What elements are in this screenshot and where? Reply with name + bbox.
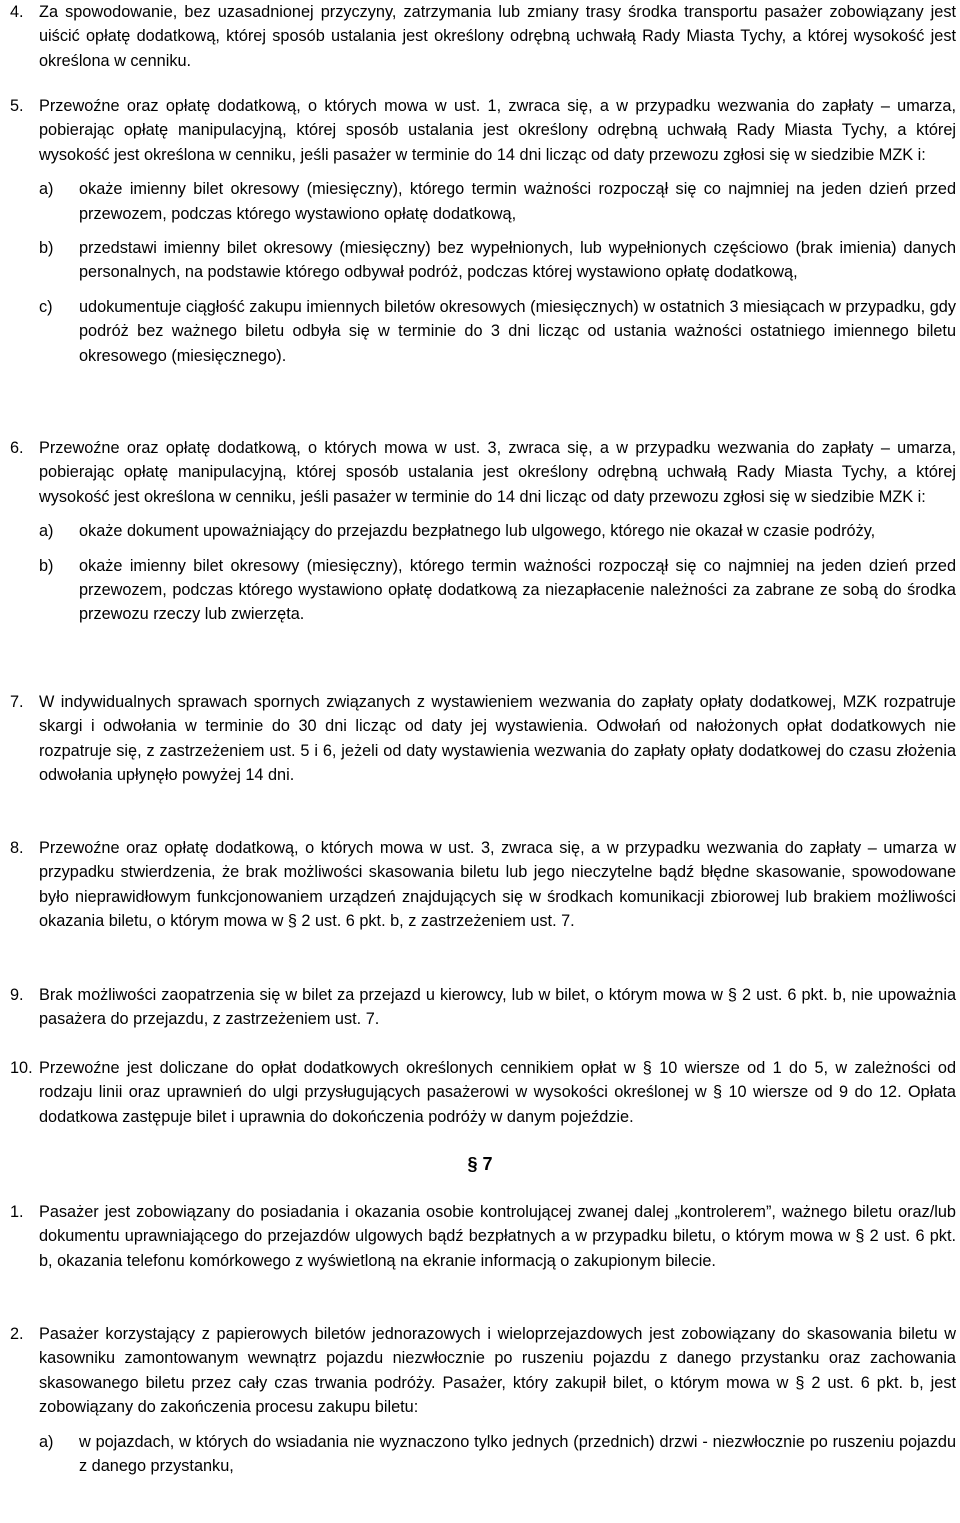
sub-item-label: c) [39,297,53,316]
paragraph-number: 1. [10,1203,24,1221]
paragraph-8 [10,836,956,934]
sub-item-text: okaże imienny bilet okresowy (miesięczny), którego termin ważności rozpoczął się co najmniej na jeden dzień przed przewozem, podczas którego wystawiono opłatę dodatkową, [79,180,956,223]
sub-item-a [39,519,956,543]
paragraph-4 [10,0,956,73]
paragraph-number: 9. [10,986,24,1004]
sub-item-a [39,1430,956,1479]
paragraph-number: 6. [10,439,24,457]
sub-item-label: a) [39,1432,54,1451]
sub-item-b [39,236,956,285]
paragraph-number: 4. [10,3,24,21]
sub-item-a [39,177,956,226]
paragraph-number: 10. [10,1059,33,1077]
sub-item-text: okaże dokument upoważniający do przejazdu bezpłatnego lub ulgowego, którego nie okazał w czasie podróży, [79,522,876,541]
section-heading: § 7 [467,1154,493,1174]
sub-item-text: w pojazdach, w których do wsiadania nie wyznaczono tylko jednych (przednich) drzwi - niezwłocznie po ruszeniu pojazdu z danego przystanku, [79,1432,956,1476]
paragraph-number: 2. [10,1325,24,1343]
paragraph-number: 7. [10,693,24,711]
sub-item-label: a) [39,180,54,199]
paragraph-7 [10,690,956,788]
sub-item-b [39,554,956,627]
paragraph-5 [10,94,956,368]
paragraph-6 [10,436,956,627]
sub-item-text: udokumentuje ciągłość zakupu imiennych biletów okresowych (miesięcznych) w ostatnich 3 miesiącach w przypadku, gdy podróż bez ważnego biletu odbyła się w terminie do 3 dni licząc od ustania ważności ostatniego imiennego biletu okresowego (miesięcznego). [79,297,956,365]
paragraph-7-1 [10,1200,956,1273]
paragraph-text: Przewoźne oraz opłatę dodatkową, o których mowa w ust. 3, zwraca się, a w przypadku wezwania do zapłaty – umarza, pobierając opłatę manipulacyjną, której sposób ustalania jest określony odrębną uchwałą Rady Miasta Tychy, a której wysokość jest określona w cenniku, jeśli pasażer w terminie do 14 dni licząc od daty przewozu zgłosi się w siedzibie MZK i: [39,439,956,506]
paragraph-text: Za spowodowanie, bez uzasadnionej przyczyny, zatrzymania lub zmiany trasy środka transportu pasażer zobowiązany jest uiścić opłatę dodatkową, której sposób ustalania jest określony odrębną uchwałą Rady Miasta Tychy, a której wysokość jest określona w cenniku. [39,3,956,70]
sub-item-label: b) [39,556,54,575]
paragraph-number: 8. [10,839,24,857]
sub-item-label: b) [39,239,54,258]
paragraph-text: Brak możliwości zaopatrzenia się w bilet za przejazd u kierowcy, lub w bilet, o którym mowa w § 2 ust. 6 pkt. b, nie upoważnia pasażera do przejazdu, z zastrzeżeniem ust. 7. [39,986,956,1029]
paragraph-text: Przewoźne oraz opłatę dodatkową, o których mowa w ust. 1, zwraca się, a w przypadku wezwania do zapłaty – umarza, pobierając opłatę manipulacyjną, której sposób ustalania jest określony odrębną uchwałą Rady Miasta Tychy, a której wysokość jest określona w cenniku, jeśli pasażer w terminie do 14 dni licząc od daty przewozu zgłosi się w siedzibie MZK i: [39,97,956,164]
paragraph-10 [10,1056,956,1129]
paragraph-text: Przewoźne oraz opłatę dodatkową, o których mowa w ust. 3, zwraca się, a w przypadku wezwania do zapłaty – umarza w przypadku stwierdzenia, że brak możliwości skasowania biletu lub jego nieczytelne bądź błędne skasowanie, spowodowane było nieprawidłowym funkcjonowaniem urządzeń znajdujących się w środkach komunikacji zbiorowej lub brakiem możliwości okazania biletu, o którym mowa w § 2 ust. 6 pkt. b, z zastrzeżeniem ust. 7. [39,839,956,931]
sub-item-label: a) [39,522,54,541]
paragraph-text: Pasażer korzystający z papierowych biletów jednorazowych i wieloprzejazdowych jest zobowiązany do skasowania biletu w kasowniku zamontowanym wewnątrz pojazdu niezwłocznie po ruszeniu pojazdu z danego przystanku oraz zachowania skasowanego biletu przez cały czas trwania podróży. Pasażer, który zakupił bilet, o którym mowa w § 2 ust. 6 pkt. b, jest zobowiązany do zakończenia procesu zakupu biletu: [39,1325,956,1417]
sub-item-c [39,295,956,368]
paragraph-text: Pasażer jest zobowiązany do posiadania i okazania osobie kontrolującej zwanej dalej „kontrolerem”, ważnego biletu oraz/lub dokumentu uprawniającego do przejazdów ulgowych bądź bezpłatnych a w przypadku biletu, o którym mowa w § 2 ust. 6 pkt. b, okazania telefonu komórkowego z wyświetloną na ekranie informacją o zakupionym bilecie. [39,1203,956,1270]
paragraph-text: W indywidualnych sprawach spornych związanych z wystawieniem wezwania do zapłaty opłaty dodatkowej, MZK rozpatruje skargi i odwołania w terminie do 30 dni licząc od daty jej wystawienia. Odwołań od nałożonych opłat dodatkowych nie rozpatruje się, z zastrzeżeniem ust. 5 i 6, jeżeli od daty wystawienia wezwania do zapłaty opłaty dodatkowej do czasu złożenia odwołania upłynęło powyżej 14 dni. [39,693,956,785]
sub-item-text: okaże imienny bilet okresowy (miesięczny), którego termin ważności rozpoczął się co najmniej na jeden dzień przed przewozem, podczas którego wystawiono opłatę dodatkową za niezapłacenie należności za zabrane ze sobą do środka przewozu rzeczy lub zwierzęta. [79,556,956,624]
paragraph-text: Przewoźne jest doliczane do opłat dodatkowych określonych cennikiem opłat w § 10 wiersze od 1 do 5, w zależności od rodzaju linii oraz uprawnień do ulgi przysługujących pasażerowi w wysokości określonej w § 10 wiersze od 9 do 12. Opłata dodatkowa zastępuje bilet i uprawnia do dokończenia podróży w danym pojeździe. [39,1059,956,1126]
paragraph-9 [10,983,956,1032]
paragraph-number: 5. [10,97,24,115]
paragraph-7-2 [10,1322,956,1478]
sub-item-text: przedstawi imienny bilet okresowy (miesięczny) bez wypełnionych, lub wypełnionych częściowo (brak imienia) danych personalnych, na podstawie którego odbywał podróż, podczas której wystawiono opłatę dodatkową, [79,239,956,282]
